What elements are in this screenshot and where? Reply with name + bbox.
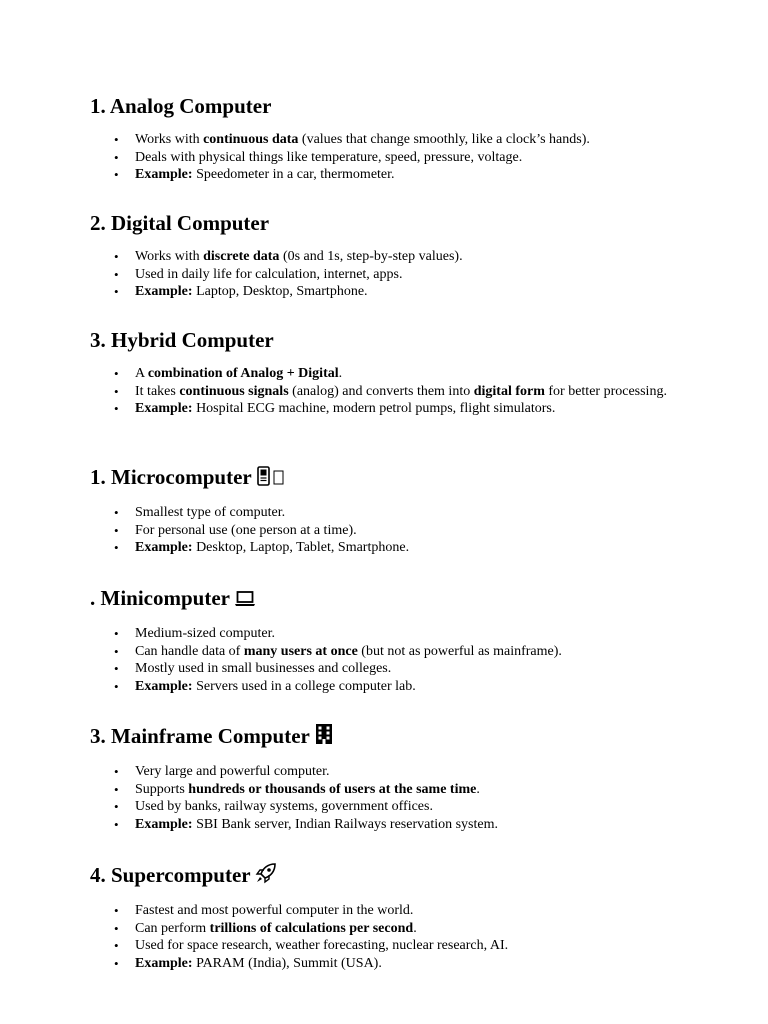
section-hybrid [90,327,730,418]
list-item: • A combination of Analog + Digital. [90,365,730,383]
analog-list [90,131,730,184]
phone-icon [256,466,286,492]
heading-supercomputer: 4. Supercomputer [90,862,730,890]
section-microcomputer [90,464,730,557]
minicomputer-list [90,625,730,695]
heading-hybrid-computer: 3. Hybrid Computer [90,328,274,352]
list-item: • It takes continuous signals (analog) and converts them into digital form for better processing. [90,383,695,401]
heading-analog-computer: 1. Analog Computer [90,94,272,118]
laptop-icon [234,587,256,613]
building-icon [314,723,334,751]
list-item: • For personal use (one person at a time). [90,522,730,540]
list-item: • Used in daily life for calculation, internet, apps. [90,266,730,284]
section-mainframe [90,723,730,833]
list-item: • Example: Servers used in a college computer lab. [90,678,730,696]
list-item: • Works with continuous data (values that change smoothly, like a clock’s hands). [90,131,730,149]
list-item: • Example: Desktop, Laptop, Tablet, Smartphone. [90,539,730,557]
digital-list [90,248,730,301]
rocket-icon [255,862,277,890]
section-analog [90,93,730,184]
section-digital [90,210,730,301]
list-item: • Smallest type of computer. [90,504,730,522]
hybrid-list [90,365,730,418]
supercomputer-list [90,902,730,972]
heading-minicomputer: . Minicomputer [90,585,730,613]
list-item: • Works with discrete data (0s and 1s, step-by-step values). [90,248,730,266]
list-item: • Fastest and most powerful computer in the world. [90,902,730,920]
list-item: • Very large and powerful computer. [90,763,730,781]
list-item: • Example: Laptop, Desktop, Smartphone. [90,283,730,301]
heading-microcomputer: 1. Microcomputer [90,464,730,492]
heading-digital-computer: 2. Digital Computer [90,211,270,235]
mainframe-list [90,763,730,833]
list-item: • Medium-sized computer. [90,625,730,643]
list-item: • Example: Speedometer in a car, thermometer. [90,166,730,184]
list-item: • Example: PARAM (India), Summit (USA). [90,955,730,973]
list-item: • Example: Hospital ECG machine, modern petrol pumps, flight simulators. [90,400,730,418]
list-item: • Supports hundreds or thousands of users at the same time. [90,781,730,799]
list-item: • Mostly used in small businesses and colleges. [90,660,730,678]
heading-mainframe-computer: 3. Mainframe Computer [90,723,730,751]
microcomputer-list [90,504,730,557]
section-minicomputer [90,585,730,695]
list-item: • Used by banks, railway systems, government offices. [90,798,730,816]
list-item: • Can handle data of many users at once (but not as powerful as mainframe). [90,643,730,661]
list-item: • Used for space research, weather forecasting, nuclear research, AI. [90,937,730,955]
list-item: • Example: SBI Bank server, Indian Railways reservation system. [90,816,730,834]
section-supercomputer [90,862,730,972]
list-item: • Deals with physical things like temperature, speed, pressure, voltage. [90,149,730,167]
list-item: • Can perform trillions of calculations per second. [90,920,730,938]
